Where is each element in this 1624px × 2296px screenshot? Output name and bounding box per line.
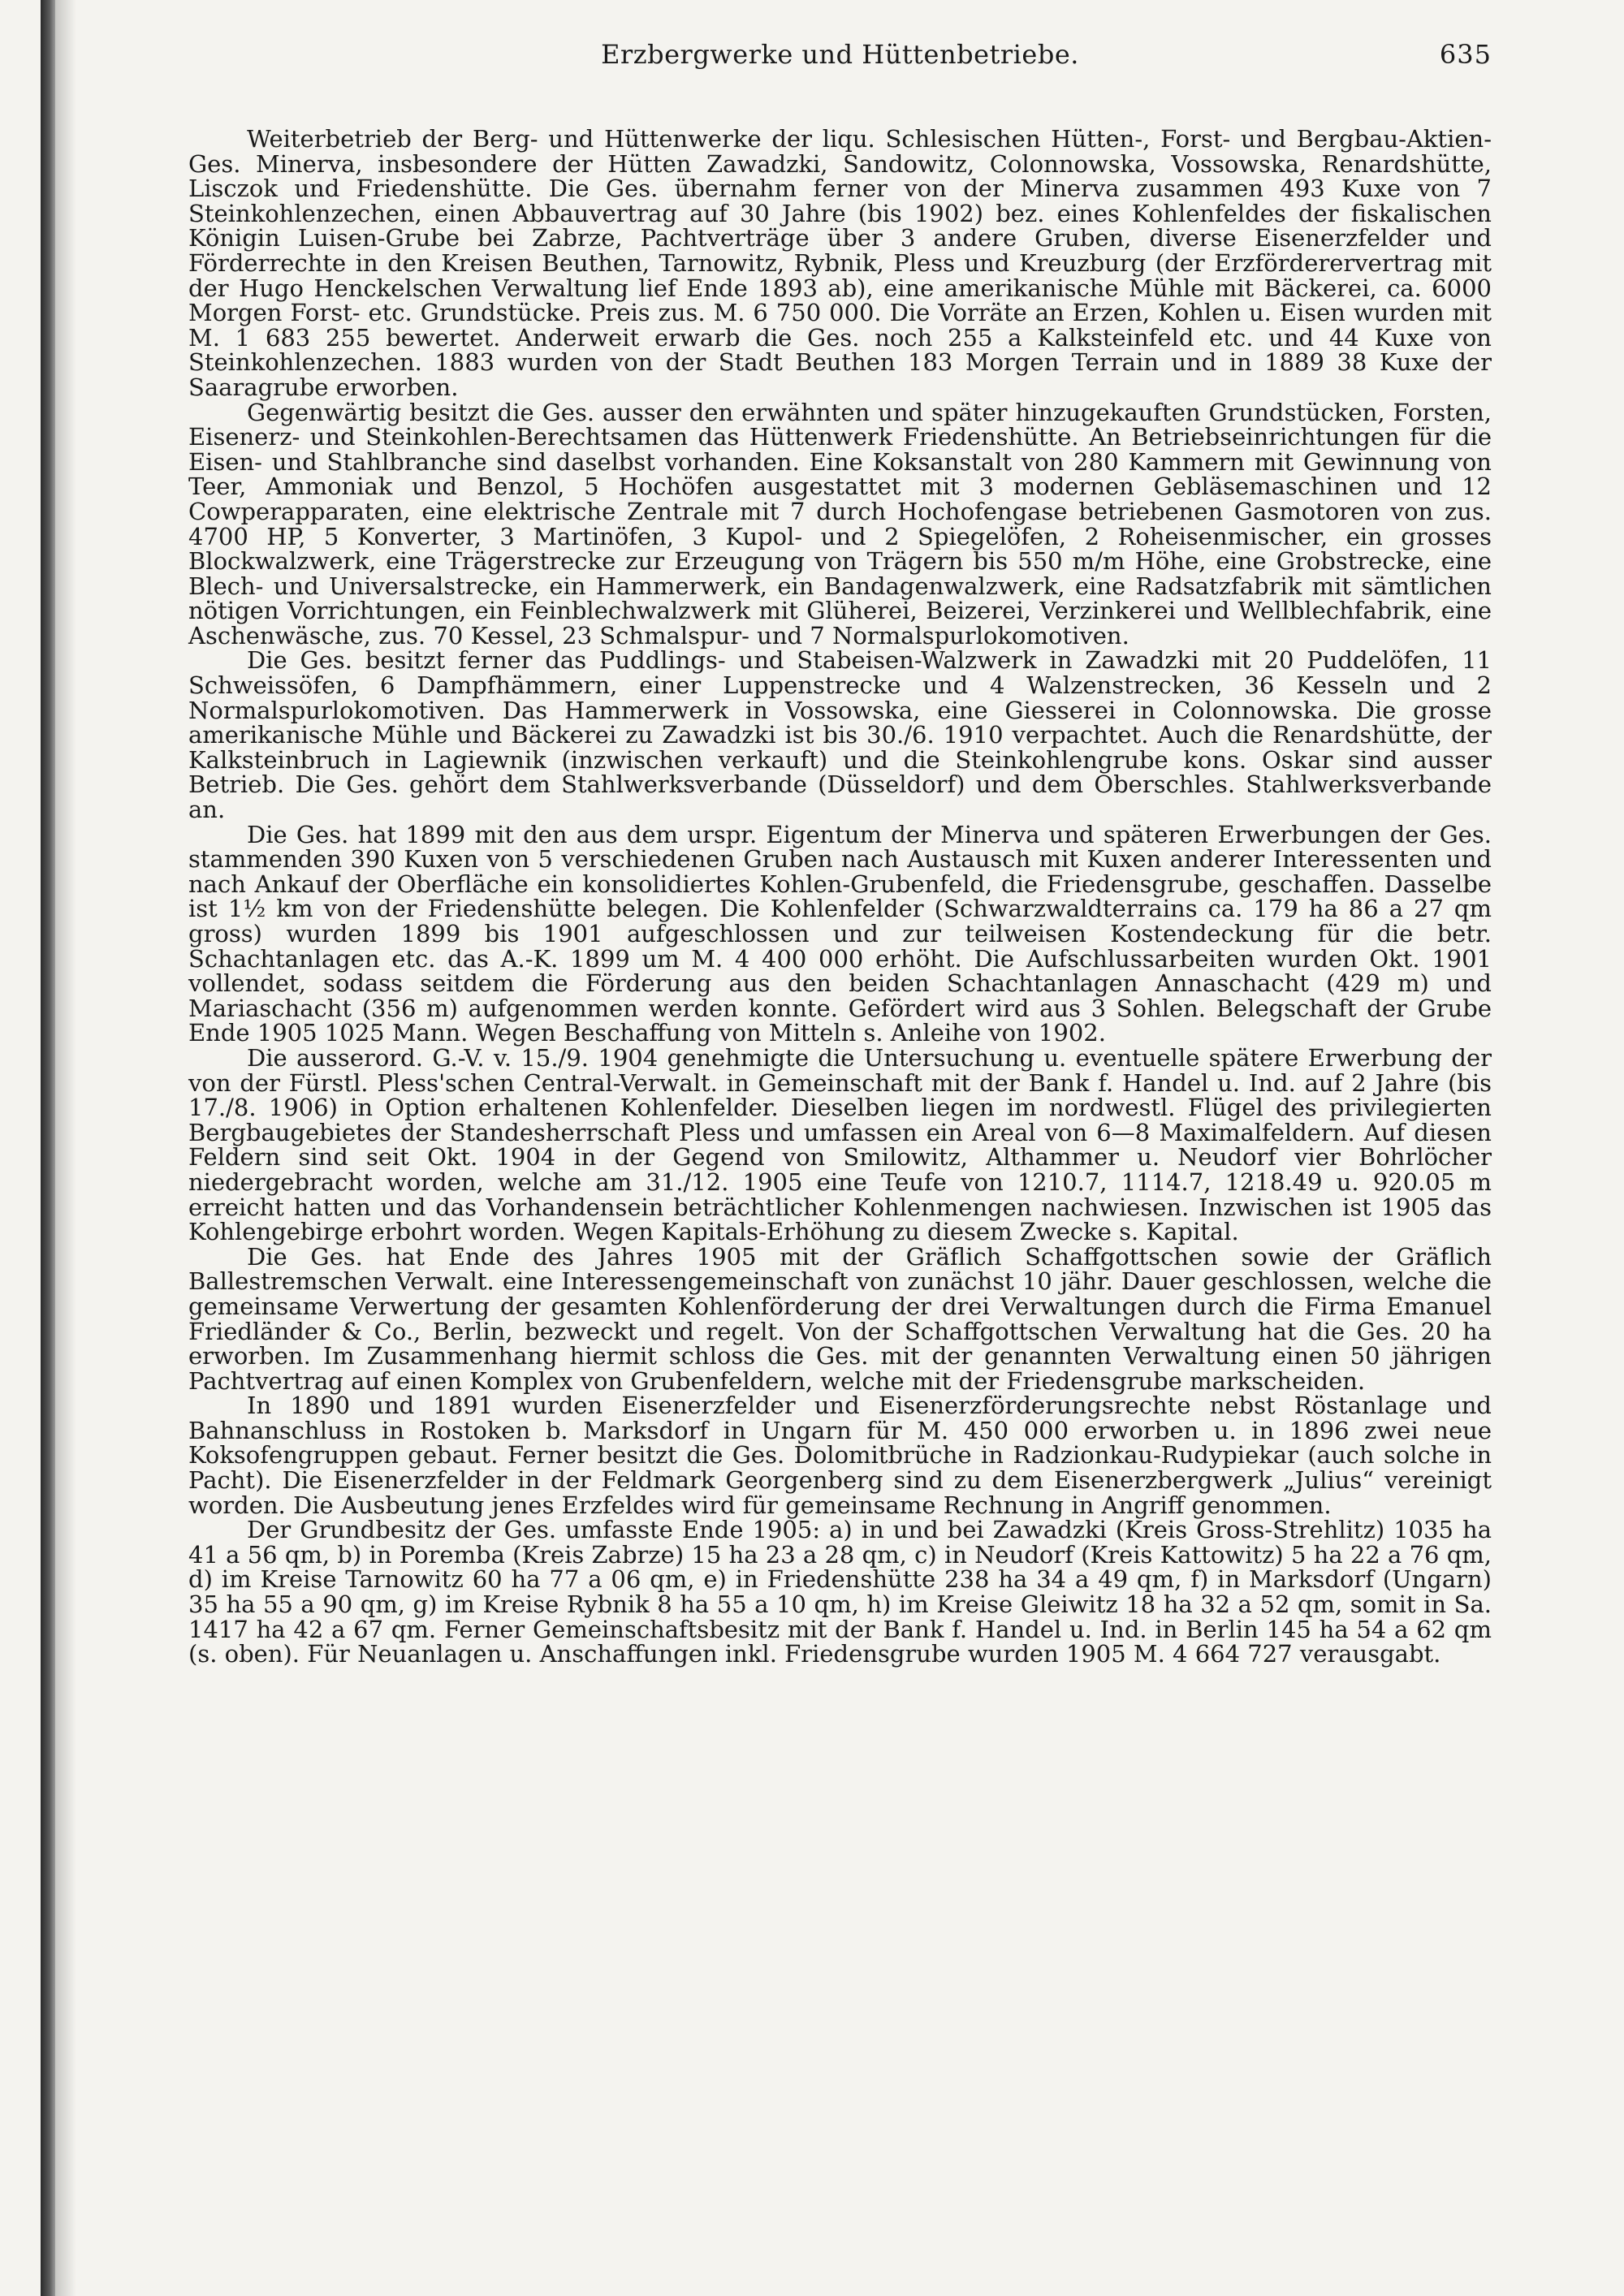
- paragraph-pless-coalfields: Die ausserord. G.-V. v. 15./9. 1904 genehmigte die Untersuchung u. eventuelle spätere Erwerbung der von der Fürstl. Pless'schen Central-Verwalt. in Gemeinschaft mit der Bank f. Handel u. Ind. auf 2 Jahre (bis 17./8. 1906) in Option erhaltenen Kohlenfelder. Dieselben liegen im nordwestl. Flügel des privilegierten Bergbaugebietes der Standesherrschaft Pless und umfassen ein Areal von 6—8 Maximalfeldern. Auf diesen Feldern sind seit Okt. 1904 in der Gegend von Smilowitz, Althammer u. Neudorf vier Bohrlöcher niedergebracht worden, welche am 31./12. 1905 eine Teufe von 1210.7, 1114.7, 1218.49 u. 920.05 m erreicht hatten und das Vorhandensein beträchtlicher Kohlenmengen nachwiesen. Inzwischen ist 1905 das Kohlengebirge erbohrt worden. Wegen Kapitals-Erhöhung zu diesem Zwecke s. Kapital.: [188, 1043, 1492, 1246]
- body-text: [188, 127, 1492, 1667]
- paragraph-eisenerzfelder: In 1890 und 1891 wurden Eisenerzfelder und Eisenerzförderungsrechte nebst Röstanlage und Bahnanschluss in Rostoken b. Marksdorf in Ungarn für M. 450 000 erworben u. in 1896 zwei neue Koksofengruppen gebaut. Ferner besitzt die Ges. Dolomitbrüche in Radzionkau-Rudypiekar (auch solche in Pacht). Die Eisenerzfelder in der Feldmark Georgenberg sind zu dem Eisenerzbergwerk „Julius“ vereinigt worden. Die Ausbeutung jenes Erzfeldes wird für gemeinsame Rechnung in Angriff genommen.: [188, 1392, 1492, 1519]
- paragraph-minerva-takeover: Weiterbetrieb der Berg- und Hüttenwerke der liqu. Schlesischen Hütten-, Forst- und Bergbau-Aktien-Ges. Minerva, insbesondere der Hütten Zawadzki, Sandowitz, Colonnowska, Vossowska, Renardshütte, Lisczok und Friedenshütte. Die Ges. übernahm ferner von der Minerva zusammen 493 Kuxe von 7 Steinkohlenzechen, einen Abbauvertrag auf 30 Jahre (bis 1902) bez. eines Kohlenfeldes der fiskalischen Königin Luisen-Grube bei Zabrze, Pachtverträge über 3 andere Gruben, diverse Eisenerzfelder und Förderrechte in den Kreisen Beuthen, Tarnowitz, Rybnik, Pless und Kreuzburg (der Erzförderervertrag mit der Hugo Henckelschen Verwaltung lief Ende 1893 ab), eine amerikanische Mühle mit Bäckerei, ca. 6000 Morgen Forst- etc. Grundstücke. Preis zus. M. 6 750 000. Die Vorräte an Erzen, Kohlen u. Eisen wurden mit M. 1 683 255 bewertet. Anderweit erwarb die Ges. noch 255 a Kalksteinfeld etc. und 44 Kuxe von Steinkohlenzechen. 1883 wurden von der Stadt Beuthen 183 Morgen Terrain und in 1889 38 Kuxe der Saaragrube erworben.: [188, 125, 1492, 401]
- paragraph-friedensgrube: Die Ges. hat 1899 mit den aus dem urspr. Eigentum der Minerva und späteren Erwerbungen der Ges. stammenden 390 Kuxen von 5 verschiedenen Gruben nach Austausch mit Kuxen anderer Interessenten und nach Ankauf der Oberfläche ein konsolidiertes Kohlen-Grubenfeld, die Friedensgrube, geschaffen. Dasselbe ist 1½ km von der Friedenshütte belegen. Die Kohlenfelder (Schwarzwaldterrains ca. 179 ha 86 a 27 qm gross) wurden 1899 bis 1901 aufgeschlossen und zur teilweisen Kostendeckung für die betr. Schachtanlagen etc. das A.-K. 1899 um M. 4 400 000 erhöht. Die Aufschlussarbeiten wurden Okt. 1901 vollendet, sodass seitdem die Förderung aus den beiden Schachtanlagen Annaschacht (429 m) und Mariaschacht (356 m) aufgenommen werden konnte. Gefördert wird aus 3 Sohlen. Belegschaft der Grube Ende 1905 1025 Mann. Wegen Beschaffung von Mitteln s. Anleihe von 1902.: [188, 820, 1492, 1047]
- running-header: [188, 32, 1492, 81]
- paragraph-zawadzki-works: Die Ges. besitzt ferner das Puddlings- und Stabeisen-Walzwerk in Zawadzki mit 20 Puddelöfen, 11 Schweissöfen, 6 Dampfhämmern, einer Luppenstrecke und 4 Walzenstrecken, 36 Kesseln und 2 Normalspurlokomotiven. Das Hammerwerk in Vossowska, eine Giesserei in Colonnowska. Die grosse amerikanische Mühle und Bäckerei zu Zawadzki ist bis 30./6. 1910 verpachtet. Auch die Renardshütte, der Kalksteinbruch in Lagiewnik (inzwischen verkauft) und die Steinkohlengrube kons. Oskar sind ausser Betrieb. Die Ges. gehört dem Stahlwerksverbande (Düsseldorf) und dem Oberschles. Stahlwerksverbande an.: [188, 646, 1492, 824]
- paragraph-grundbesitz: Der Grundbesitz der Ges. umfasste Ende 1905: a) in und bei Zawadzki (Kreis Gross-Strehlitz) 1035 ha 41 a 56 qm, b) in Poremba (Kreis Zabrze) 15 ha 23 a 28 qm, c) in Neudorf (Kreis Kattowitz) 5 ha 22 a 76 qm, d) im Kreise Tarnowitz 60 ha 77 a 06 qm, e) in Friedenshütte 238 ha 34 a 49 qm, f) in Marksdorf (Ungarn) 35 ha 55 a 90 qm, g) im Kreise Rybnik 8 ha 55 a 10 qm, h) im Kreise Gleiwitz 18 ha 32 a 52 qm, somit in Sa. 1417 ha 42 a 67 qm. Ferner Gemeinschaftsbesitz mit der Bank f. Handel u. Ind. in Berlin 145 ha 54 a 62 qm (s. oben). Für Neuanlagen u. Anschaffungen inkl. Friedensgrube wurden 1905 M. 4 664 727 verausgabt.: [188, 1516, 1492, 1668]
- page-number: 635: [1439, 39, 1492, 70]
- gutter-shadow: [55, 0, 76, 2296]
- running-title: Erzbergwerke und Hüttenbetriebe.: [601, 39, 1079, 70]
- paragraph-interessengemeinschaft: Die Ges. hat Ende des Jahres 1905 mit der Gräflich Schaffgottschen sowie der Gräflich Ballestremschen Verwalt. eine Interessengemeinschaft von zunächst 10 jähr. Dauer geschlossen, welche die gemeinsame Verwertung der gesamten Kohlenförderung der drei Verwaltungen durch die Firma Emanuel Friedländer & Co., Berlin, bezweckt und regelt. Von der Schaffgottschen Verwaltung hat die Ges. 20 ha erworben. Im Zusammenhang hiermit schloss die Ges. mit der genannten Verwaltung einen 50 jährigen Pachtvertrag auf einen Komplex von Grubenfeldern, welche mit der Friedensgrube markscheiden.: [188, 1242, 1492, 1395]
- paragraph-friedenshuette-plant: Gegenwärtig besitzt die Ges. ausser den erwähnten und später hinzugekauften Grundstücken, Forsten, Eisenerz- und Steinkohlen-Berechtsamen das Hüttenwerk Friedenshütte. An Betriebseinrichtungen für die Eisen- und Stahlbranche sind daselbst vorhanden. Eine Koksanstalt von 280 Kammern mit Gewinnung von Teer, Ammoniak und Benzol, 5 Hochöfen ausgestattet mit 3 modernen Gebläsemaschinen und 12 Cowperapparaten, eine elektrische Zentrale mit 7 durch Hochofengase betriebenen Gasmotoren von zus. 4700 HP, 5 Konverter, 3 Martinöfen, 3 Kupol- und 2 Spiegelöfen, 2 Roheisenmischer, ein grosses Blockwalzwerk, eine Trägerstrecke zur Erzeugung von Trägern bis 550 m/m Höhe, eine Grobstrecke, eine Blech- und Universalstrecke, ein Hammerwerk, ein Bandagenwalzwerk, eine Radsatzfabrik mit sämtlichen nötigen Vorrichtungen, ein Feinblechwalzwerk mit Glüherei, Beizerei, Verzinkerei und Wellblechfabrik, eine Aschenwäsche, zus. 70 Kessel, 23 Schmalspur- und 7 Normalspurlokomotiven.: [188, 398, 1492, 650]
- book-binding-edge: [41, 0, 55, 2296]
- book-page: [188, 32, 1492, 1667]
